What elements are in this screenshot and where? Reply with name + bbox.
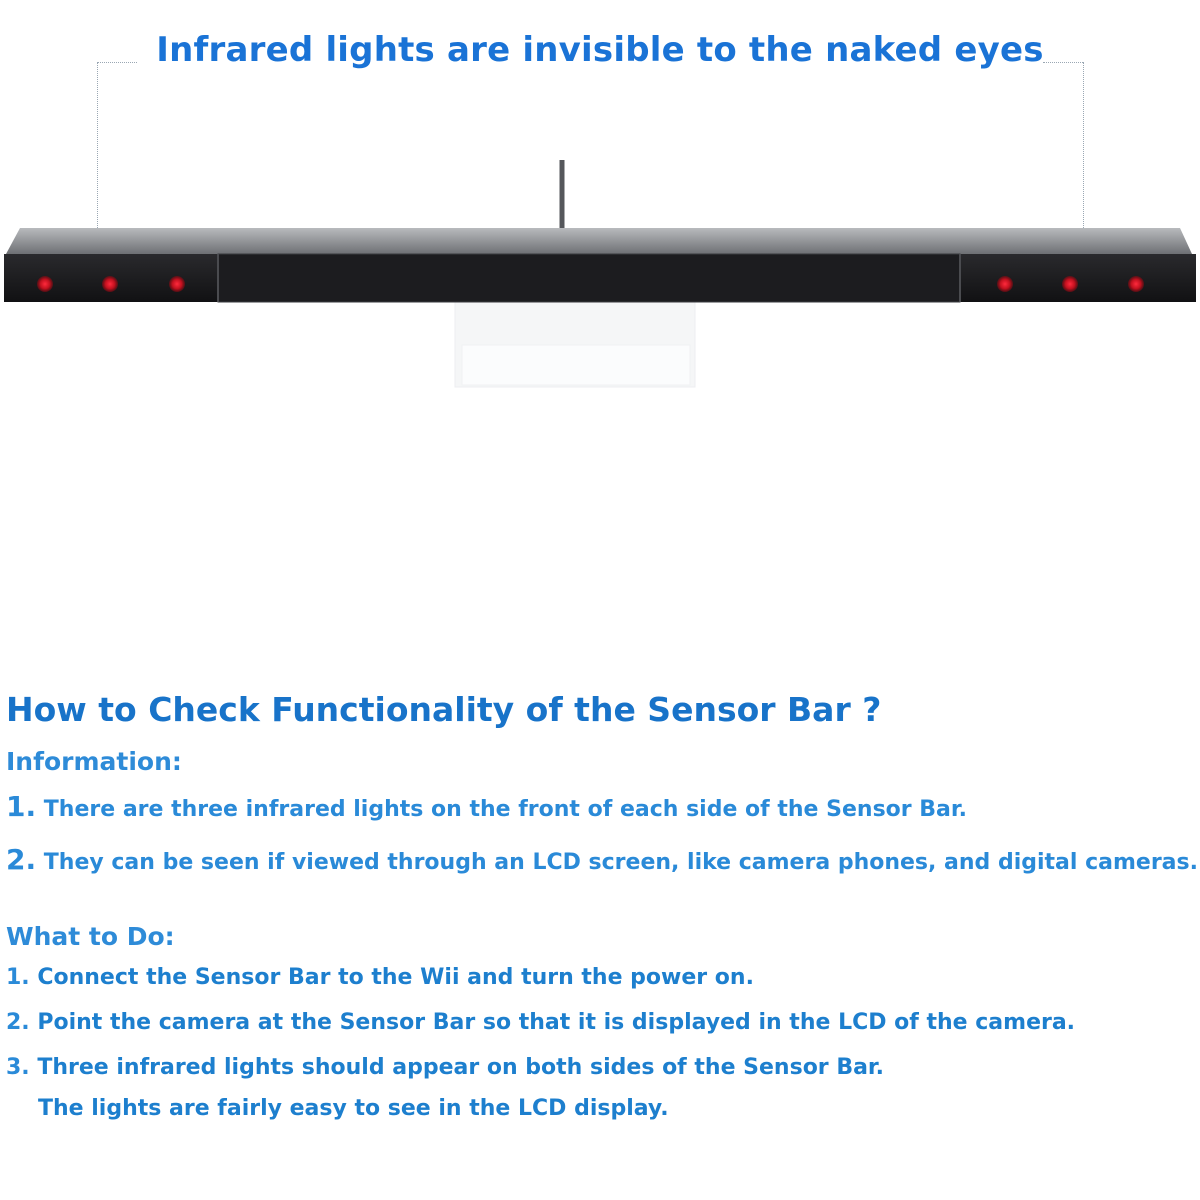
- item-text: Point the camera at the Sensor Bar so that it is displayed in the LCD of the camera.: [37, 1010, 1076, 1035]
- what-to-do-heading: What to Do:: [6, 922, 175, 951]
- bar-top: [6, 228, 1192, 254]
- item-number: 1.: [6, 790, 37, 823]
- stand: [455, 302, 695, 387]
- item-text: Three infrared lights should appear on both sides of the Sensor Bar.: [37, 1055, 884, 1080]
- section-title: How to Check Functionality of the Sensor Bar ?: [6, 690, 882, 729]
- step-item: [6, 1010, 1200, 1035]
- headline: Infrared lights are invisible to the naked eyes: [156, 30, 1044, 70]
- item-number: 1.: [6, 965, 30, 990]
- item-number: 2.: [6, 1010, 30, 1035]
- led: [37, 276, 53, 292]
- led: [1062, 276, 1078, 292]
- sensor-bar-illustration: [0, 0, 1200, 420]
- item-number: 3.: [6, 1055, 30, 1080]
- step-note: The lights are fairly easy to see in the LCD display.: [38, 1096, 669, 1121]
- step-item: [6, 965, 1200, 990]
- step-item: [6, 1055, 1200, 1080]
- led: [169, 276, 185, 292]
- led: [102, 276, 118, 292]
- item-text: They can be seen if viewed through an LCD screen, like camera phones, and digital cameras.: [43, 850, 1198, 875]
- instructions: [6, 690, 1200, 1141]
- item-text: Connect the Sensor Bar to the Wii and turn the power on.: [37, 965, 754, 990]
- information-heading: Information:: [6, 747, 182, 776]
- led: [1128, 276, 1144, 292]
- information-item: [6, 790, 1200, 823]
- item-number: 2.: [6, 843, 37, 876]
- information-item: [6, 843, 1200, 876]
- led: [997, 276, 1013, 292]
- item-text: There are three infrared lights on the front of each side of the Sensor Bar.: [43, 797, 967, 822]
